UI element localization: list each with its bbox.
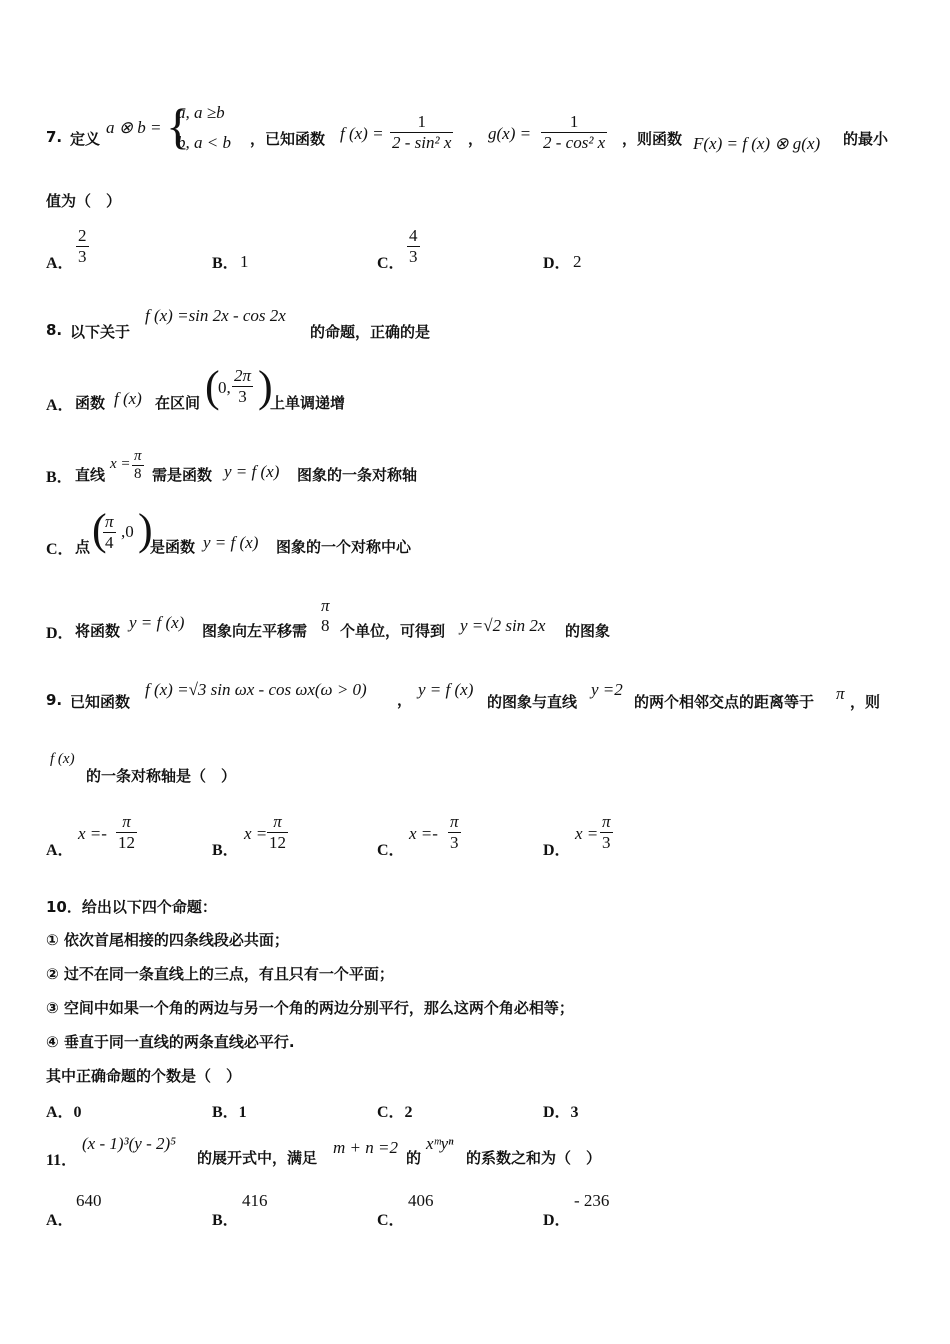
q9-expr: f (x) =√3 sin ωx - cos ωx(ω > 0) [145, 680, 367, 699]
q9-pi: π [836, 684, 845, 703]
q7-option-b-value: 1 [240, 252, 249, 271]
q10-item-2: ② 过不在同一条直线上的三点，有且只有一个平面； [46, 965, 394, 983]
q7-g-fraction: $\frac{1}{\text{2 - cos² x}}$ [543, 112, 606, 152]
q8-b-fraction: $\frac{\pi}{8}$ [134, 448, 142, 482]
q7-F-expr: F(x) = f (x) ⊗ g(x) [693, 134, 821, 153]
q7-text-then: ，则函数 [622, 130, 683, 148]
q7-text-value: 值为（ ） [46, 192, 122, 210]
q7-text-known: ，已知函数 [250, 130, 326, 148]
q8-text-about: 以下关于 [70, 323, 131, 341]
q7-g-lhs: g(x) = [488, 124, 532, 143]
q10-item-4: ④ 垂直于同一直线的两条直线必平行. [46, 1033, 295, 1051]
q7-text-min: 的最小 [843, 130, 889, 148]
q8-a-fraction: $\frac{2\pi}{3}$ [234, 366, 252, 406]
q10-option-b[interactable]: B．1 [212, 1104, 247, 1121]
q7-f-fraction: $\frac{1}{\text{2 - sin² x}}$ [392, 112, 452, 152]
q7-def-lhs: a ⊗ b = [106, 118, 162, 137]
q8-c-expr: y = f (x) [203, 533, 259, 552]
q9-option-c-fraction: $\frac{\pi}{3}$ [450, 812, 459, 852]
q8-a-left-paren: ( [205, 362, 220, 411]
q8-c-fraction: $\frac{\pi}{4}$ [105, 512, 114, 552]
q11-condition: m + n =2 [333, 1138, 398, 1157]
q10-option-d[interactable]: D．3 [543, 1104, 579, 1121]
q8-d-fraction: π 8 [321, 596, 330, 635]
q9-option-a-fraction: $\frac{\pi}{12}$ [118, 812, 135, 852]
q9-text-known: 已知函数 [70, 693, 131, 711]
q8-a-expr: f (x) [114, 389, 142, 408]
q8-c-left-paren: ( [92, 505, 107, 554]
q8-b-expr: y = f (x) [224, 462, 280, 481]
q8-c-right-paren: ) [138, 505, 153, 554]
q8-expr: f (x) =sin 2x - cos 2x [145, 306, 286, 325]
q9-option-b-fraction: $\frac{\pi}{12}$ [269, 812, 286, 852]
q7-brace: { [166, 98, 190, 154]
q11-number: 11． [46, 1152, 78, 1169]
q9-fx: f (x) [50, 751, 75, 767]
q7-option-a-fraction: $\frac{2}{3}$ [78, 226, 87, 266]
q8-text-correct: 的命题，正确的是 [310, 323, 431, 341]
q7-option-d-value: 2 [573, 252, 582, 271]
q11-term: xᵐyⁿ [426, 1134, 454, 1153]
q10-item-3: ③ 空间中如果一个角的两边与另一个角的两边分别平行，那么这两个角必相等； [46, 999, 574, 1017]
q10-question: 其中正确命题的个数是（ ） [46, 1067, 242, 1085]
q9-expr2: y = f (x) [418, 680, 474, 699]
q8-d-expr2: y =√2 sin 2x [460, 616, 546, 635]
q8-number: 8. [46, 321, 63, 339]
q10-title: 10．给出以下四个命题： [46, 898, 217, 916]
q10-option-c[interactable]: C．2 [377, 1104, 413, 1121]
q7-separator: ， [468, 130, 484, 148]
q7-text-define: 定义 [70, 130, 101, 148]
q7-case-2: b, a < b [177, 133, 231, 152]
q7-option-c-fraction: $\frac{4}{3}$ [409, 226, 418, 266]
q7-f-lhs: f (x) = [340, 124, 384, 143]
q8-d-expr: y = f (x) [129, 613, 185, 632]
q9-option-d-fraction: $\frac{\pi}{3}$ [602, 812, 611, 852]
q7-case-1: a, a ≥b [177, 103, 225, 122]
q7-number: 7. [46, 128, 63, 146]
q9-expr3: y =2 [591, 680, 623, 699]
q8-a-right-paren: ) [258, 362, 273, 411]
q9-number: 9. [46, 691, 63, 709]
q10-item-1: ① 依次首尾相接的四条线段必共面； [46, 931, 289, 949]
q10-option-a[interactable]: A．0 [46, 1104, 82, 1121]
q11-expr: (x - 1)³(y - 2)⁵ [82, 1134, 177, 1153]
